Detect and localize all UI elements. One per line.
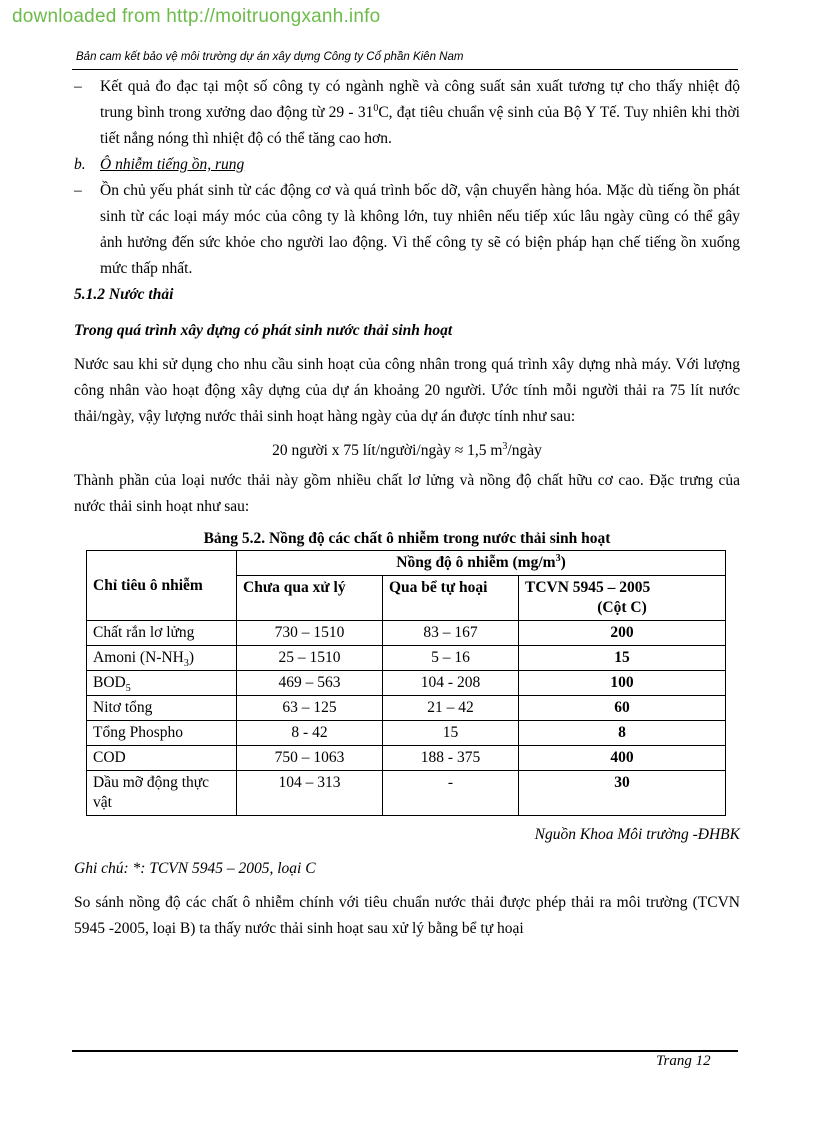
cell-untreated: 104 – 313 [237, 771, 383, 816]
cell-standard: 100 [519, 671, 726, 696]
table-row [87, 671, 726, 696]
cell-untreated: 469 – 563 [237, 671, 383, 696]
bullet-temperature [74, 74, 740, 152]
section-b-letter: b. [74, 156, 86, 173]
cell-septic: 104 - 208 [383, 671, 519, 696]
cell-standard: 60 [519, 696, 726, 721]
cell-parameter [87, 646, 237, 671]
bullet-temperature-text-post: C, đạt tiêu chuẩn vệ sinh của Bộ Y Tế. Tuy nhiên khi thời tiết nắng nóng thì nhiệt độ có thể tăng cao hơn. [100, 104, 740, 147]
table-row [87, 646, 726, 671]
bullet-temperature-text-pre: Kết quả đo đạc tại một số công ty có ngành nghề và công suất sản xuất tương tự cho thấy nhiệt độ trung bình trong xưởng dao động từ 29 - 31 [100, 78, 740, 121]
bullet-dash: – [74, 78, 82, 95]
cell-parameter-sub: 5 [125, 683, 131, 695]
section-b-label: Ô nhiễm tiếng ồn, rung [100, 156, 245, 173]
bullet-dash: – [74, 182, 82, 199]
header-standard [519, 576, 726, 621]
cell-septic: 15 [383, 721, 519, 746]
cell-parameter-name: BOD [93, 674, 126, 691]
cell-parameter: COD [87, 746, 237, 771]
cell-standard: 8 [519, 721, 726, 746]
cell-untreated: 25 – 1510 [237, 646, 383, 671]
cell-parameter: Nitơ tổng [87, 696, 237, 721]
formula-pre: 20 người x 75 lít/người/ngày ≈ 1,5 m [272, 442, 503, 459]
formula-sup: 3 [502, 440, 508, 452]
header-concentration-pre: Nồng độ ô nhiễm (mg/m [396, 554, 556, 571]
bullet-noise [74, 178, 740, 282]
paragraph-comparison: So sánh nồng độ các chất ô nhiễm chính với tiêu chuẩn nước thải được phép thải ra môi trường (TCVN 5945 -2005, loại B) ta thấy nước thải sinh hoạt sau xử lý bằng bể tự hoại [74, 894, 740, 937]
header-concentration [237, 551, 726, 576]
cell-untreated: 750 – 1063 [237, 746, 383, 771]
cell-septic: 5 – 16 [383, 646, 519, 671]
table-row [87, 771, 726, 816]
cell-untreated: 8 - 42 [237, 721, 383, 746]
cell-parameter-sub: 3 [183, 658, 189, 670]
cell-parameter: Tổng Phospho [87, 721, 237, 746]
paragraph-wastewater-volume: Nước sau khi sử dụng cho nhu cầu sinh hoạt của công nhân trong quá trình xây dựng nhà máy. Với lượng công nhân vào hoạt động xây dựng của dự án khoảng 20 người. Ước tính mỗi người thải ra 75 lít nước thải/ngày, vậy lượng nước thải sinh hoạt hàng ngày của dự án được tính như sau: [74, 356, 740, 425]
cell-standard: 15 [519, 646, 726, 671]
heading-wastewater: 5.1.2 Nước thải [74, 286, 174, 303]
watermark-url: downloaded from http://moitruongxanh.info [12, 6, 381, 27]
cell-standard: 200 [519, 621, 726, 646]
header-concentration-sup: 3 [555, 552, 561, 564]
table-row [87, 721, 726, 746]
cell-septic: 188 - 375 [383, 746, 519, 771]
formula-post: /ngày [507, 442, 542, 459]
cell-parameter: Chất rắn lơ lửng [87, 621, 237, 646]
table-row [87, 696, 726, 721]
table-caption: Bảng 5.2. Nồng độ các chất ô nhiễm trong nước thải sinh hoạt [203, 530, 611, 547]
header-septic: Qua bể tự hoại [383, 576, 519, 621]
table-note: Ghi chú: *: TCVN 5945 – 2005, loại C [74, 860, 316, 877]
cell-septic: 21 – 42 [383, 696, 519, 721]
footer-rule [72, 1050, 738, 1052]
formula-volume [74, 438, 740, 464]
cell-parameter [87, 671, 237, 696]
header-title: Bản cam kết bảo vệ môi trường dự án xây dựng Công ty Cổ phần Kiên Nam [76, 51, 464, 63]
paragraph-composition: Thành phần của loại nước thải này gồm nhiều chất lơ lửng và nồng độ chất hữu cơ cao. Đặc trưng của nước thải sinh hoạt như sau: [74, 472, 740, 515]
cell-parameter-post: ) [188, 649, 195, 666]
section-b-heading [74, 152, 740, 178]
pollutant-table [86, 550, 726, 816]
header-standard-line2: (Cột C) [597, 599, 647, 616]
header-parameter: Chỉ tiêu ô nhiễm [87, 551, 237, 621]
table-source: Nguồn Khoa Môi trường -ĐHBK [534, 826, 740, 843]
table-row [87, 746, 726, 771]
page-content [74, 74, 740, 942]
cell-untreated: 730 – 1510 [237, 621, 383, 646]
table-header-row [87, 551, 726, 576]
header-rule [72, 69, 738, 70]
subheading-domestic-wastewater: Trong quá trình xây dựng có phát sinh nước thải sinh hoạt [74, 322, 453, 339]
degree-superscript: 0 [373, 102, 379, 114]
header-concentration-post: ) [560, 554, 566, 571]
cell-parameter-name: Amoni (N-NH [93, 649, 184, 666]
bullet-noise-text: Ồn chủ yếu phát sinh từ các động cơ và quá trình bốc dỡ, vận chuyển hàng hóa. Mặc dù tiếng ồn phát sinh từ các loại máy móc của công ty là không lớn, tuy nhiên nếu tiếp xúc lâu ngày cũng có thể gây ảnh hưởng đến sức khỏe cho người lao động. Vì thế công ty sẽ có biện pháp hạn chế tiếng ồn xuống mức thấp nhất. [100, 182, 740, 277]
header-untreated: Chưa qua xử lý [237, 576, 383, 621]
cell-standard: 30 [519, 771, 726, 816]
cell-untreated: 63 – 125 [237, 696, 383, 721]
header-standard-line1: TCVN 5945 – 2005 [525, 579, 651, 596]
cell-standard: 400 [519, 746, 726, 771]
cell-parameter: Dầu mỡ động thực vật [87, 771, 237, 816]
cell-septic: - [383, 771, 519, 816]
table-row [87, 621, 726, 646]
cell-septic: 83 – 167 [383, 621, 519, 646]
page-number: Trang 12 [656, 1053, 711, 1069]
